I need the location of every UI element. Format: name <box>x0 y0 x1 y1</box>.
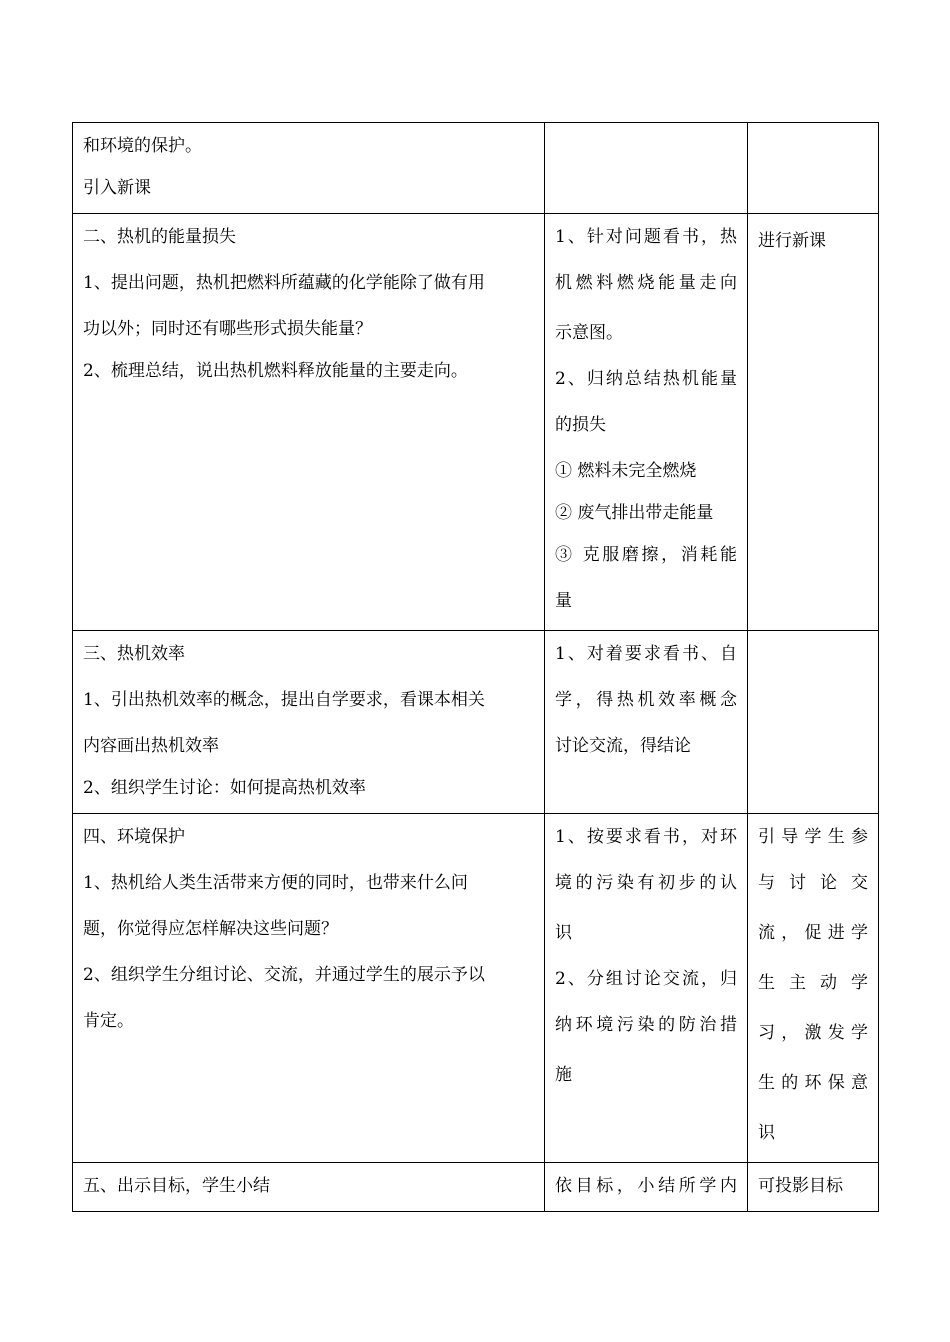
text-line: 生的环保意 <box>758 1073 868 1093</box>
list-item: ① 燃料未完全燃烧 <box>555 461 697 481</box>
text-line: 2、分组讨论交流，归 <box>555 969 737 989</box>
design-intent-cell <box>748 123 879 214</box>
text-line: 示意图。 <box>555 323 623 343</box>
text-line: 习，激发学 <box>758 1023 868 1043</box>
design-intent-cell <box>748 631 879 814</box>
text-line: 施 <box>555 1065 572 1085</box>
teacher-activity-cell <box>73 631 545 814</box>
text-line: 肯定。 <box>83 1011 134 1031</box>
text-line: 1、提出问题，热机把燃料所蕴藏的化学能除了做有用 <box>83 273 485 293</box>
text-line: 1、对着要求看书、自 <box>555 644 737 664</box>
text-line: 学，得热机效率概念 <box>555 690 737 710</box>
text-line: 进行新课 <box>758 231 826 251</box>
text-line: 1、按要求看书，对环 <box>555 827 737 847</box>
text-line: 讨论交流，得结论 <box>555 736 691 756</box>
text-line: 引导学生参 <box>758 827 868 847</box>
text-line: 2、组织学生讨论：如何提高热机效率 <box>83 778 366 798</box>
text-line: 1、热机给人类生活带来方便的同时，也带来什么问 <box>83 873 468 893</box>
text-line: 依目标，小结所学内 <box>555 1176 737 1196</box>
text-line: 1、针对问题看书，热 <box>555 227 737 247</box>
text-line: 引入新课 <box>83 178 151 198</box>
text-line: 和环境的保护。 <box>83 136 202 156</box>
teacher-activity-cell <box>73 123 545 214</box>
list-item: ③ 克服磨擦，消耗能 <box>555 545 737 565</box>
teacher-activity-cell <box>73 1163 545 1212</box>
text-line: 生主动学 <box>758 973 868 993</box>
text-line: 纳环境污染的防治措 <box>555 1015 737 1035</box>
text-line: 2、归纳总结热机能量 <box>555 369 737 389</box>
section-heading: 三、热机效率 <box>83 644 185 664</box>
student-activity-cell <box>545 631 748 814</box>
list-item: ② 废气排出带走能量 <box>555 503 714 523</box>
text-line: 境的污染有初步的认 <box>555 873 737 893</box>
text-line: 1、引出热机效率的概念，提出自学要求，看课本相关 <box>83 690 485 710</box>
student-activity-cell <box>545 123 748 214</box>
text-line: 2、梳理总结，说出热机燃料释放能量的主要走向。 <box>83 361 468 381</box>
section-heading: 四、环境保护 <box>83 827 185 847</box>
student-activity-cell <box>545 1163 748 1212</box>
section-heading: 五、出示目标，学生小结 <box>83 1176 270 1196</box>
lesson-plan-table <box>72 122 879 1212</box>
design-intent-cell <box>748 1163 879 1212</box>
student-activity-cell <box>545 214 748 631</box>
text-line: 可投影目标 <box>758 1176 843 1196</box>
table-row <box>73 1163 879 1212</box>
design-intent-cell <box>748 814 879 1163</box>
table-row <box>73 123 879 214</box>
teacher-activity-cell <box>73 814 545 1163</box>
text-line: 题，你觉得应怎样解决这些问题？ <box>83 919 338 939</box>
text-line: 的损失 <box>555 415 606 435</box>
design-intent-cell <box>748 214 879 631</box>
text-line: 内容画出热机效率 <box>83 736 219 756</box>
text-line: 与讨论交 <box>758 873 868 893</box>
table-row <box>73 631 879 814</box>
section-heading: 二、热机的能量损失 <box>83 227 236 247</box>
text-line: 2、组织学生分组讨论、交流，并通过学生的展示予以 <box>83 965 485 985</box>
text-line: 机燃料燃烧能量走向 <box>555 273 737 293</box>
table-row <box>73 814 879 1163</box>
student-activity-cell <box>545 814 748 1163</box>
table-row <box>73 214 879 631</box>
teacher-activity-cell <box>73 214 545 631</box>
text-line: 流，促进学 <box>758 923 868 943</box>
text-line: 识 <box>758 1123 775 1143</box>
text-line: 功以外；同时还有哪些形式损失能量？ <box>83 319 372 339</box>
text-line: 识 <box>555 923 572 943</box>
text-line: 量 <box>555 591 572 611</box>
